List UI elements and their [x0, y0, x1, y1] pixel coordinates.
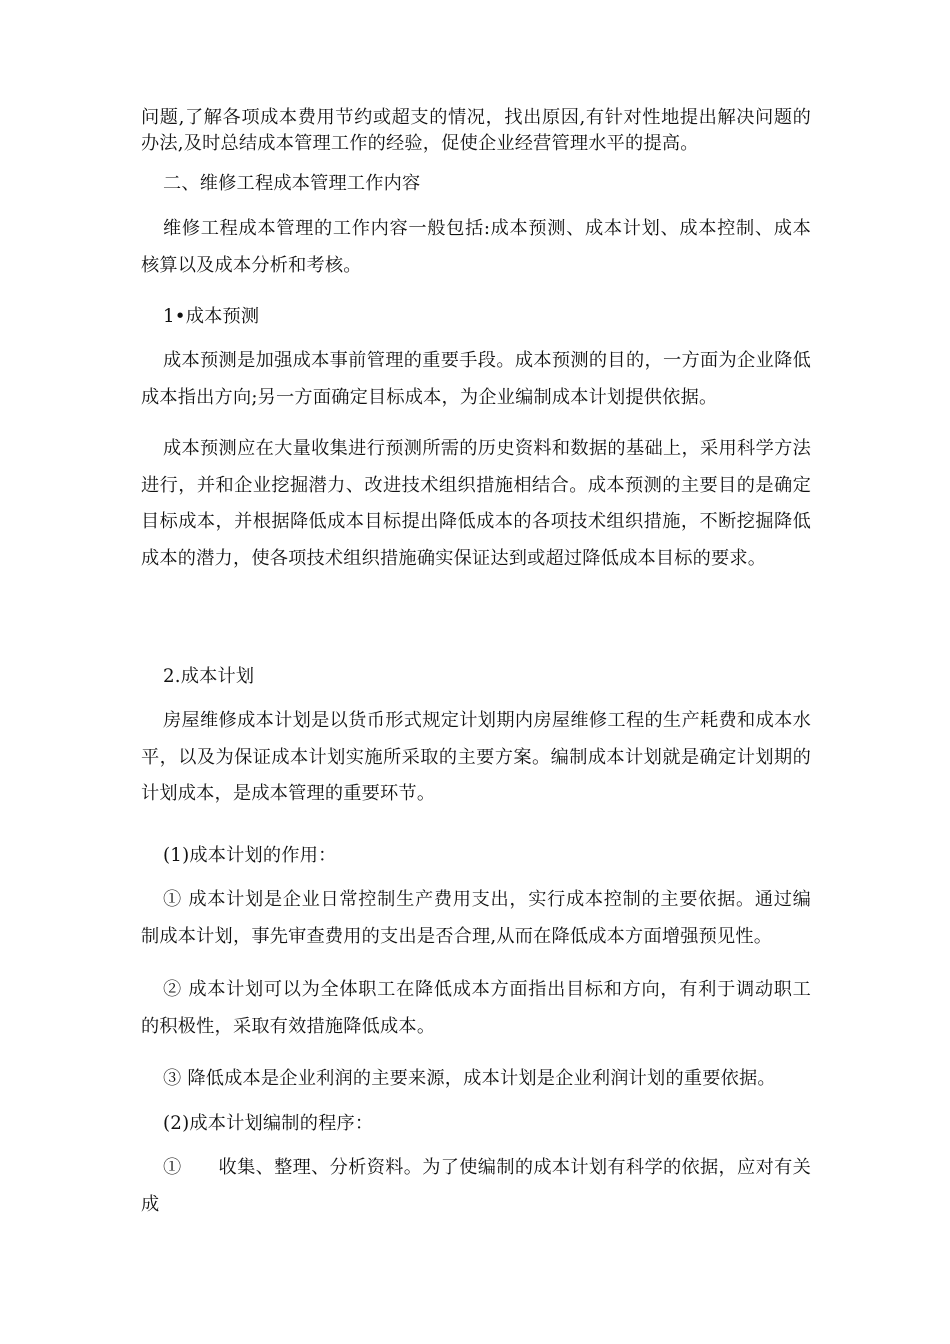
section-heading-2: 二、维修工程成本管理工作内容	[163, 173, 421, 194]
paragraph-intro-continuation: 问题,了解各项成本费用节约或超支的情况，找出原因,有针对性地提出解决问题的办法,及时总结成本管理工作的经验，促使企业经营管理水平的提高。	[141, 107, 811, 154]
subheading-cost-plan: 2.成本计划	[163, 666, 255, 687]
subheading-cost-forecast: 1•成本预测	[163, 306, 260, 327]
subheading-plan-procedure: (2)成本计划编制的程序：	[163, 1113, 374, 1134]
subheading-plan-role: (1)成本计划的作用：	[163, 845, 337, 866]
paragraph-cost-plan-definition: 房屋维修成本计划是以货币形式规定计划期内房屋维修工程的生产耗费和成本水平，以及为保证成本计划实施所采取的主要方案。编制成本计划就是确定计划期的计划成本，是成本管理的重要环节。	[141, 710, 811, 804]
list-item-role-1: ① 成本计划是企业日常控制生产费用支出，实行成本控制的主要依据。通过编制成本计划，事先审查费用的支出是否合理,从而在降低成本方面增强预见性。	[141, 889, 811, 947]
list-item-procedure-1: ① 收集、整理、分析资料。为了使编制的成本计划有科学的依据，应对有关成	[141, 1157, 811, 1215]
list-item-role-2: ② 成本计划可以为全体职工在降低成本方面指出目标和方向，有利于调动职工的积极性，采取有效措施降低成本。	[141, 979, 811, 1037]
paragraph-forecast-method: 成本预测应在大量收集进行预测所需的历史资料和数据的基础上，采用科学方法进行，并和企业挖掘潜力、改进技术组织措施相结合。成本预测的主要目的是确定目标成本，并根据降低成本目标提出降低成本的各项技术组织措施，不断挖掘降低成本的潜力，使各项技术组织措施确实保证达到或超过降低成本目标的要求。	[141, 438, 811, 569]
paragraph-forecast-purpose: 成本预测是加强成本事前管理的重要手段。成本预测的目的，一方面为企业降低成本指出方向;另一方面确定目标成本，为企业编制成本计划提供依据。	[141, 350, 811, 408]
list-item-role-3: ③ 降低成本是企业利润的主要来源，成本计划是企业利润计划的重要依据。	[163, 1068, 776, 1089]
paragraph-work-content: 维修工程成本管理的工作内容一般包括:成本预测、成本计划、成本控制、成本核算以及成本分析和考核。	[141, 218, 811, 276]
